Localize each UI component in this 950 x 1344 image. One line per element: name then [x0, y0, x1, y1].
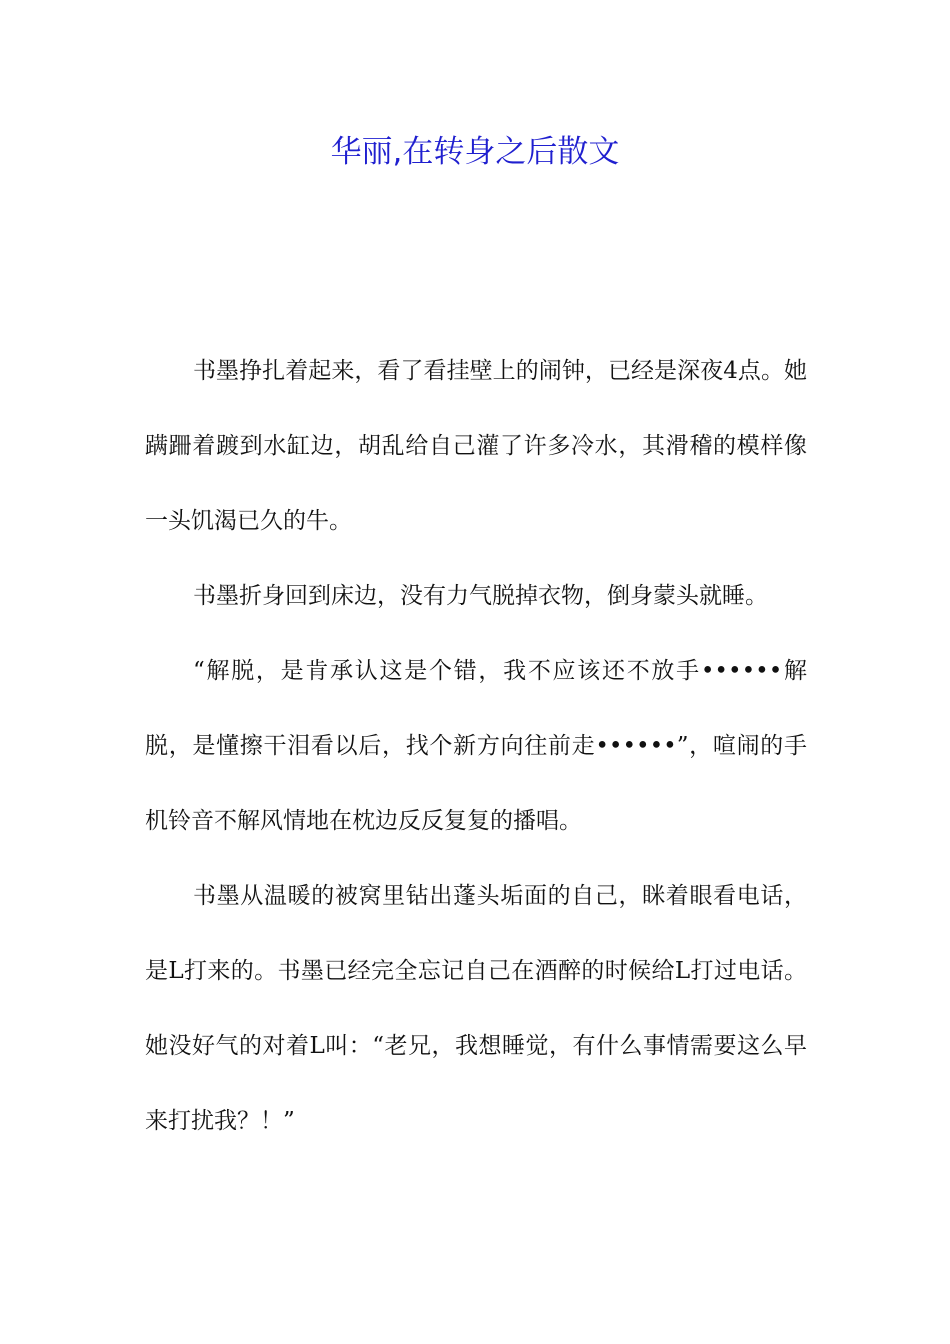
- paragraph-2: 书墨折身回到床边，没有力气脱掉衣物，倒身蒙头就睡。: [193, 583, 768, 609]
- paragraph-4: 书墨从温暖的被窝里钻出蓬头垢面的自己，眯着眼看电话，是L打来的。书墨已经完全忘记自己在酒醉的时候给L打过电话。她没好气的对着L叫：“老兄，我想睡觉，有什么事情需要这么早来打扰我？！”: [145, 883, 807, 1134]
- paragraph-1: 书墨挣扎着起来，看了看挂壁上的闹钟，已经是深夜4点。她蹒跚着踱到水缸边，胡乱给自己灌了许多冷水，其滑稽的模样像一头饥渴已久的牛。: [145, 358, 807, 534]
- paragraph-3: “解脱，是肯承认这是个错，我不应该还不放手••••••解脱，是懂擦干泪看以后，找个新方向往前走••••••”，喧闹的手机铃音不解风情地在枕边反反复复的播唱。: [145, 658, 807, 834]
- document-body: [145, 334, 807, 1159]
- document-title: 华丽,在转身之后散文: [330, 134, 620, 170]
